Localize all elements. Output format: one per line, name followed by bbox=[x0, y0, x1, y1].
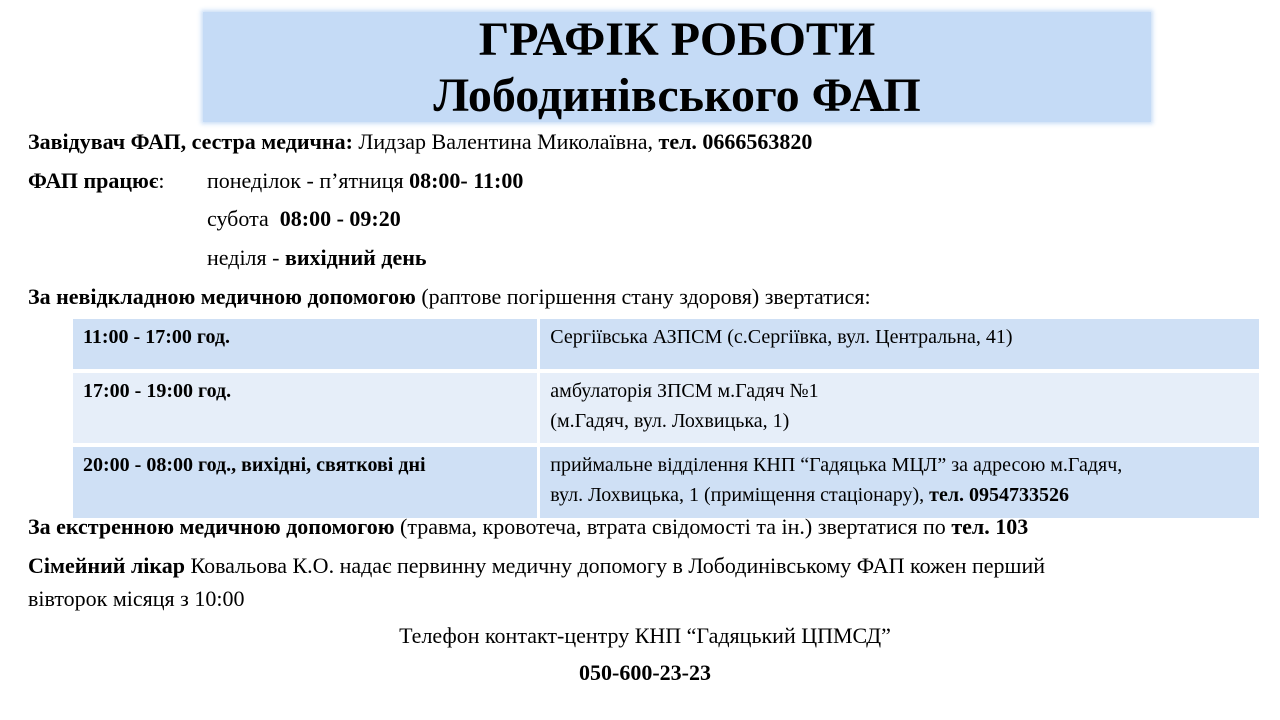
table-row bbox=[73, 319, 1259, 369]
urgent-schedule-table bbox=[73, 319, 1259, 518]
sunday-text: неділя - bbox=[207, 245, 285, 270]
weekdays-time: 08:00- 11:00 bbox=[409, 168, 524, 193]
weekdays-text: понеділок - п’ятниця bbox=[207, 168, 410, 193]
table-row bbox=[73, 443, 1259, 518]
hours-weekdays bbox=[28, 167, 176, 195]
saturday-line bbox=[207, 205, 401, 233]
row-place-line-2-text: вул. Лохвицька, 1 (приміщення стаціонару), bbox=[550, 484, 930, 506]
sunday-line bbox=[207, 244, 427, 272]
page-title-line-2: Лободинівського ФАП bbox=[433, 69, 921, 122]
emergency-phone: тел. 103 bbox=[951, 514, 1029, 539]
row-time: 11:00 - 17:00 год. bbox=[73, 319, 540, 369]
row-place-line-1: Сергіївська АЗПСМ (с.Сергіївка, вул. Центральна, 41) bbox=[550, 326, 1013, 348]
emergency-info bbox=[28, 513, 1028, 541]
title-banner bbox=[203, 12, 1151, 122]
emergency-text: (травма, кровотеча, втрата свідомості та ін.) звертатися по bbox=[394, 514, 952, 539]
row-time: 17:00 - 19:00 год. bbox=[73, 369, 540, 443]
page-title-line-1: ГРАФІК РОБОТИ bbox=[478, 13, 876, 66]
family-doctor-text: Ковальова К.О. надає первинну медичну допомогу в Лободинівському ФАП кожен перший bbox=[185, 553, 1046, 578]
head-label: Завідувач ФАП, сестра медична: bbox=[28, 129, 353, 154]
row-place-line-2 bbox=[550, 480, 1249, 510]
row-place bbox=[540, 319, 1259, 369]
hours-label: ФАП працює bbox=[28, 168, 159, 193]
weekdays-line bbox=[207, 167, 523, 195]
family-doctor-line-1 bbox=[28, 552, 1045, 580]
saturday-text: субота bbox=[207, 206, 280, 231]
row-time: 20:00 - 08:00 год., вихідні, святкові дні bbox=[73, 443, 540, 518]
emergency-label: За екстренною медичною допомогою bbox=[28, 514, 395, 539]
row-phone: тел. 0954733526 bbox=[929, 484, 1070, 506]
head-name: Лидзар Валентина Миколаївна, bbox=[352, 129, 659, 154]
row-place bbox=[540, 369, 1259, 443]
row-place bbox=[540, 443, 1259, 518]
head-phone: тел. 0666563820 bbox=[658, 129, 813, 154]
hours-colon: : bbox=[158, 168, 176, 193]
saturday-time: 08:00 - 09:20 bbox=[279, 206, 401, 231]
family-doctor-line-2: вівторок місяця з 10:00 bbox=[28, 586, 245, 611]
contact-center-label: Телефон контакт-центру КНП “Гадяцький ЦПМСД” bbox=[399, 623, 891, 648]
urgent-text: (раптове погіршення стану здоровя) звертатися: bbox=[415, 284, 871, 309]
table-row bbox=[73, 369, 1259, 443]
head-info bbox=[28, 128, 812, 156]
contact-center-phone: 050-600-23-23 bbox=[579, 660, 711, 685]
row-place-line-2: (м.Гадяч, вул. Лохвицька, 1) bbox=[550, 410, 790, 432]
urgent-info bbox=[28, 283, 871, 311]
sunday-value: вихідний день bbox=[284, 245, 427, 270]
row-place-line-1: приймальне відділення КНП “Гадяцька МЦЛ” за адресою м.Гадяч, bbox=[550, 454, 1123, 476]
urgent-label: За невідкладною медичною допомогою bbox=[28, 284, 416, 309]
family-doctor-label: Сімейний лікар bbox=[28, 553, 185, 578]
row-place-line-1: амбулаторія ЗПСМ м.Гадяч №1 bbox=[550, 380, 819, 402]
